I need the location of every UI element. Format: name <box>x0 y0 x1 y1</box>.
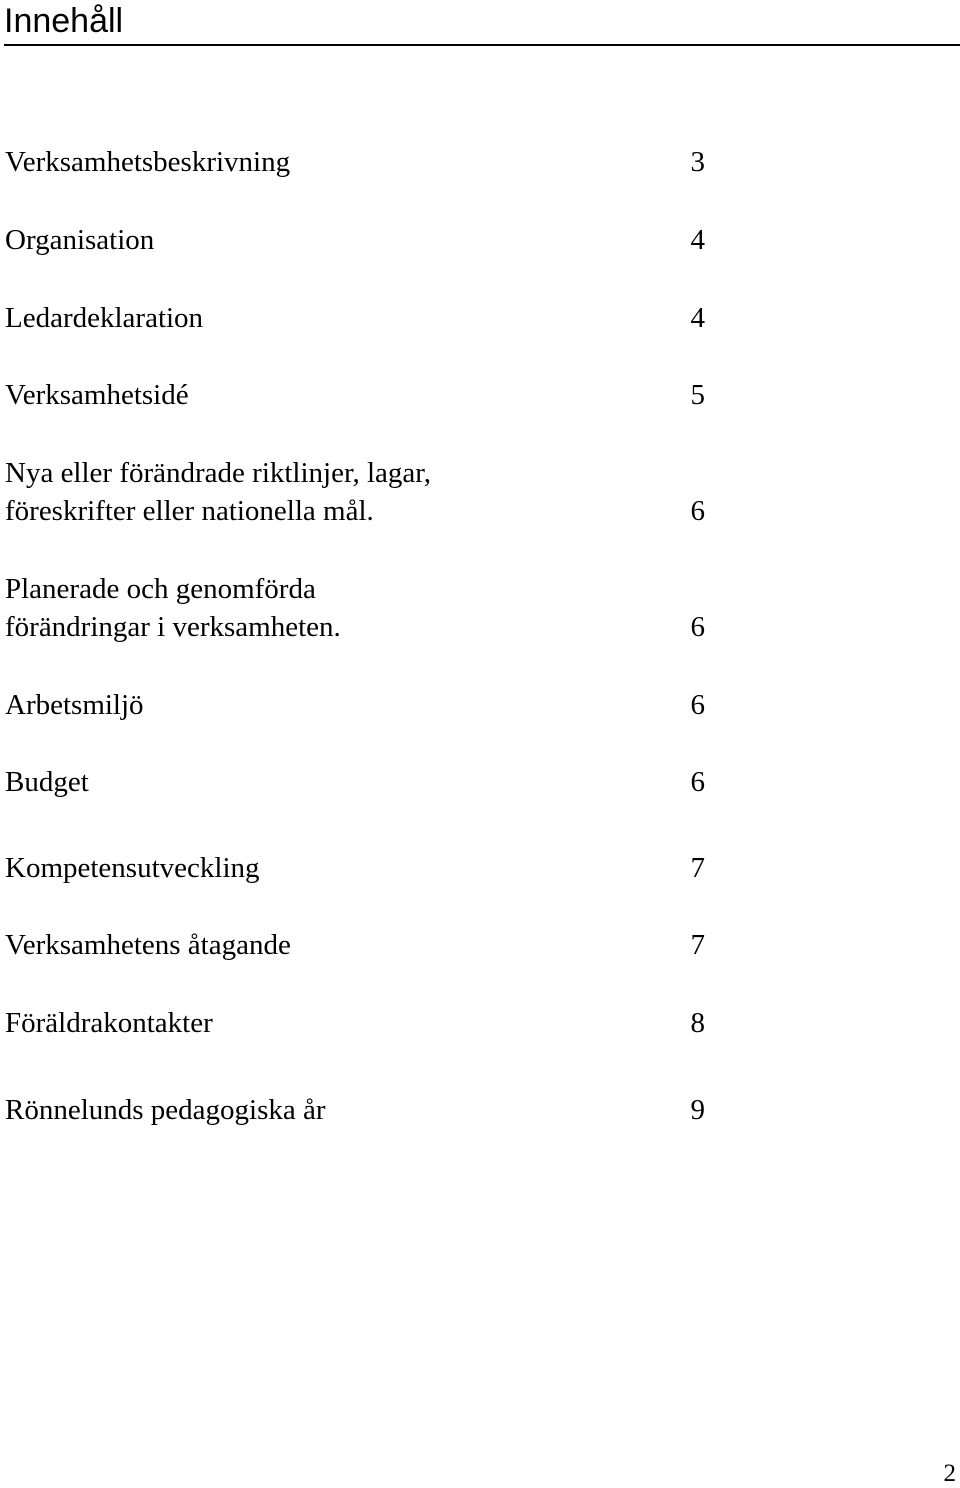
toc-entry-title: Arbetsmiljö <box>5 689 144 721</box>
toc-entry-page: 9 <box>690 1094 705 1126</box>
toc-entry-title: Nya eller förändrade riktlinjer, lagar, <box>5 457 432 489</box>
toc-entry-title: Planerade och genomförda <box>5 573 316 605</box>
toc-entry-title: Verksamhetsidé <box>5 379 189 411</box>
toc-entry <box>5 926 705 964</box>
toc-entry-title: Verksamhetsbeskrivning <box>5 146 291 178</box>
toc-entry-page: 6 <box>690 689 705 721</box>
toc-entry-title: Budget <box>5 766 89 798</box>
toc-entry-title: Verksamhetens åtagande <box>5 929 291 961</box>
toc-entry-page: 5 <box>690 379 705 411</box>
toc-entry-title: Ledardeklaration <box>5 302 204 334</box>
toc-entry-page: 8 <box>690 1007 705 1039</box>
toc-entry <box>5 763 705 801</box>
toc-entry <box>5 299 705 337</box>
toc-entry-title-continued: förändringar i verksamheten. <box>5 611 341 643</box>
toc-entry-page: 3 <box>690 146 705 178</box>
toc-entry <box>5 376 705 414</box>
toc-entry-page: 4 <box>690 224 705 256</box>
toc-entry-page: 6 <box>690 495 705 527</box>
toc-entry-page: 6 <box>690 766 705 798</box>
toc-entry <box>5 849 705 887</box>
toc-entry-title: Rönnelunds pedagogiska år <box>5 1094 326 1126</box>
toc-entry-page: 6 <box>690 611 705 643</box>
title-divider <box>4 44 960 46</box>
toc-entry-title: Föräldrakontakter <box>5 1007 213 1039</box>
toc-entry <box>5 1004 705 1042</box>
page-title: Innehåll <box>4 2 124 40</box>
toc-entry <box>5 143 705 181</box>
toc-entry <box>5 1091 705 1129</box>
toc-entry-title: Organisation <box>5 224 155 256</box>
toc-entry-title-continued: föreskrifter eller nationella mål. <box>5 495 374 527</box>
toc-entry <box>5 570 705 646</box>
toc-entry-page: 7 <box>690 929 705 961</box>
toc-entry-page: 4 <box>690 302 705 334</box>
toc-entry <box>5 221 705 259</box>
toc-entry-page: 7 <box>690 852 705 884</box>
toc-entry-title: Kompetensutveckling <box>5 852 260 884</box>
toc-entry <box>5 686 705 724</box>
page-number: 2 <box>943 1460 956 1487</box>
toc-entry <box>5 454 705 530</box>
